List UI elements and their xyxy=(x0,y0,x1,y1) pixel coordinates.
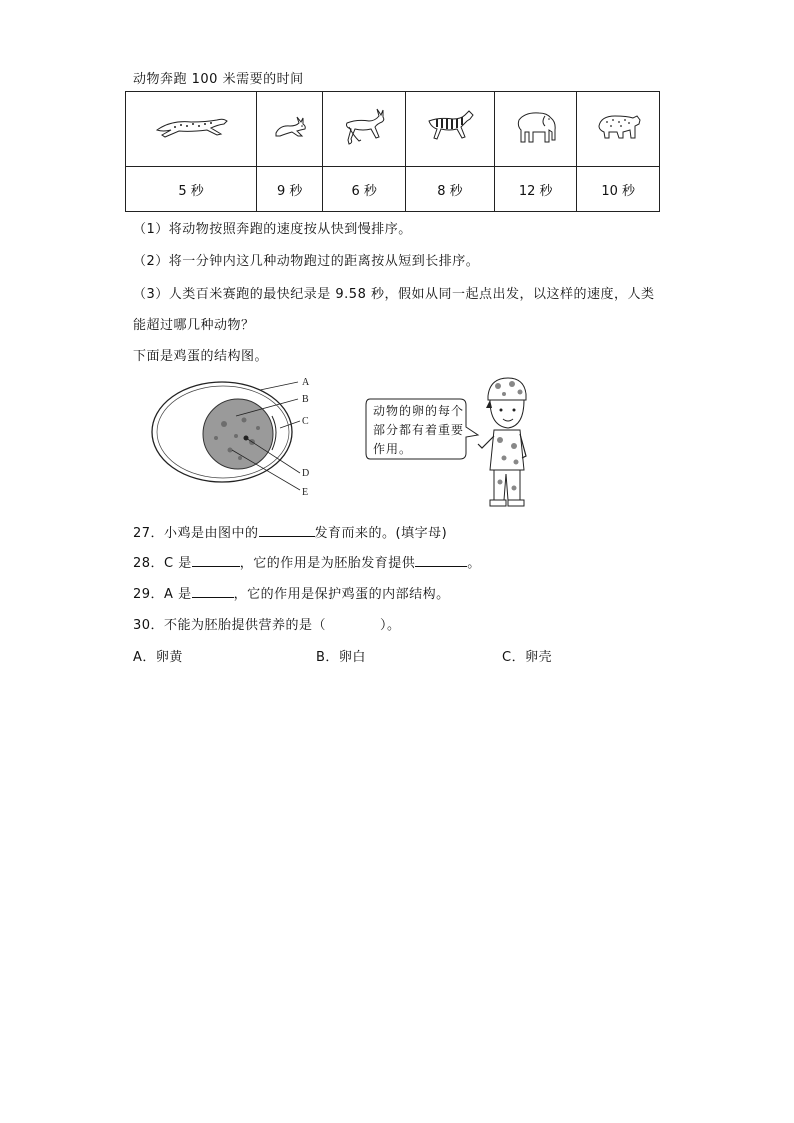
egg-label-e: E xyxy=(302,487,309,498)
time-cell: 5 秒 xyxy=(126,167,257,212)
zebra-icon xyxy=(423,107,477,147)
animal-time-table xyxy=(125,91,660,212)
question-27 xyxy=(133,522,447,541)
rabbit-icon xyxy=(270,115,310,139)
question-1: （1）将动物按照奔跑的速度按从快到慢排序。 xyxy=(133,222,412,237)
antelope-icon xyxy=(339,107,389,147)
bubble-line-3: 作用。 xyxy=(373,442,413,456)
q28-answer-blank-2[interactable] xyxy=(415,554,467,567)
q28-text-after: 。 xyxy=(467,556,481,571)
q28-answer-blank-1[interactable] xyxy=(192,554,240,567)
q30-close: ）。 xyxy=(380,618,401,633)
bubble-line-2: 部分都有着重要 xyxy=(373,423,465,437)
q29-text-before: 29．A 是 xyxy=(133,587,192,602)
speech-bubble-text xyxy=(373,402,464,459)
cheetah-cell xyxy=(126,92,257,167)
question-28 xyxy=(133,552,481,571)
bubble-line-1: 动物的卵的每个 xyxy=(373,404,465,418)
question-3-line-1: （3）人类百米赛跑的最快纪录是 9.58 秒，假如从同一起点出发，以这样的速度，人类 xyxy=(133,287,655,302)
cartoon-boy-illustration xyxy=(476,374,538,510)
q27-answer-blank[interactable] xyxy=(259,524,315,537)
q30-option-c[interactable]: C．卵壳 xyxy=(502,650,553,665)
egg-label-d: D xyxy=(302,468,310,479)
egg-yolk xyxy=(203,399,273,469)
zebra-cell xyxy=(405,92,494,167)
egg-structure-diagram xyxy=(140,372,340,502)
q30-option-b[interactable]: B．卵白 xyxy=(316,650,366,665)
egg-label-b: B xyxy=(302,394,309,405)
question-30 xyxy=(133,614,401,633)
q28-text-before: 28．C 是 xyxy=(133,556,192,571)
q29-text-after: ，它的作用是保护鸡蛋的内部结构。 xyxy=(233,587,450,602)
time-cell: 10 秒 xyxy=(577,167,660,212)
time-cell: 8 秒 xyxy=(405,167,494,212)
egg-intro: 下面是鸡蛋的结构图。 xyxy=(133,349,269,364)
egg-label-c: C xyxy=(302,416,309,427)
time-cell: 6 秒 xyxy=(323,167,406,212)
rabbit-cell xyxy=(257,92,323,167)
q28-text-middle: ，它的作用是为胚胎发育提供 xyxy=(239,556,416,571)
q29-answer-blank[interactable] xyxy=(192,585,234,598)
cheetah-icon xyxy=(151,112,231,142)
question-29 xyxy=(133,583,450,602)
time-cell: 9 秒 xyxy=(257,167,323,212)
question-2: （2）将一分钟内这几种动物跑过的距离按从短到长排序。 xyxy=(133,254,480,269)
q27-text-before: 27．小鸡是由图中的 xyxy=(133,526,259,541)
table-title: 动物奔跑 100 米需要的时间 xyxy=(133,72,304,87)
antelope-cell xyxy=(323,92,406,167)
q30-option-a[interactable]: A．卵黄 xyxy=(133,650,183,665)
question-3-line-2: 能超过哪几种动物？ xyxy=(133,318,255,333)
time-cell: 12 秒 xyxy=(494,167,577,212)
elephant-icon xyxy=(511,108,561,146)
bear-cell xyxy=(577,92,660,167)
q30-stem: 30．不能为胚胎提供营养的是（ xyxy=(133,618,327,633)
egg-label-a: A xyxy=(302,377,310,388)
q27-text-after: 发育而来的。(填字母) xyxy=(314,526,448,541)
elephant-cell xyxy=(494,92,577,167)
bear-icon xyxy=(593,110,643,144)
